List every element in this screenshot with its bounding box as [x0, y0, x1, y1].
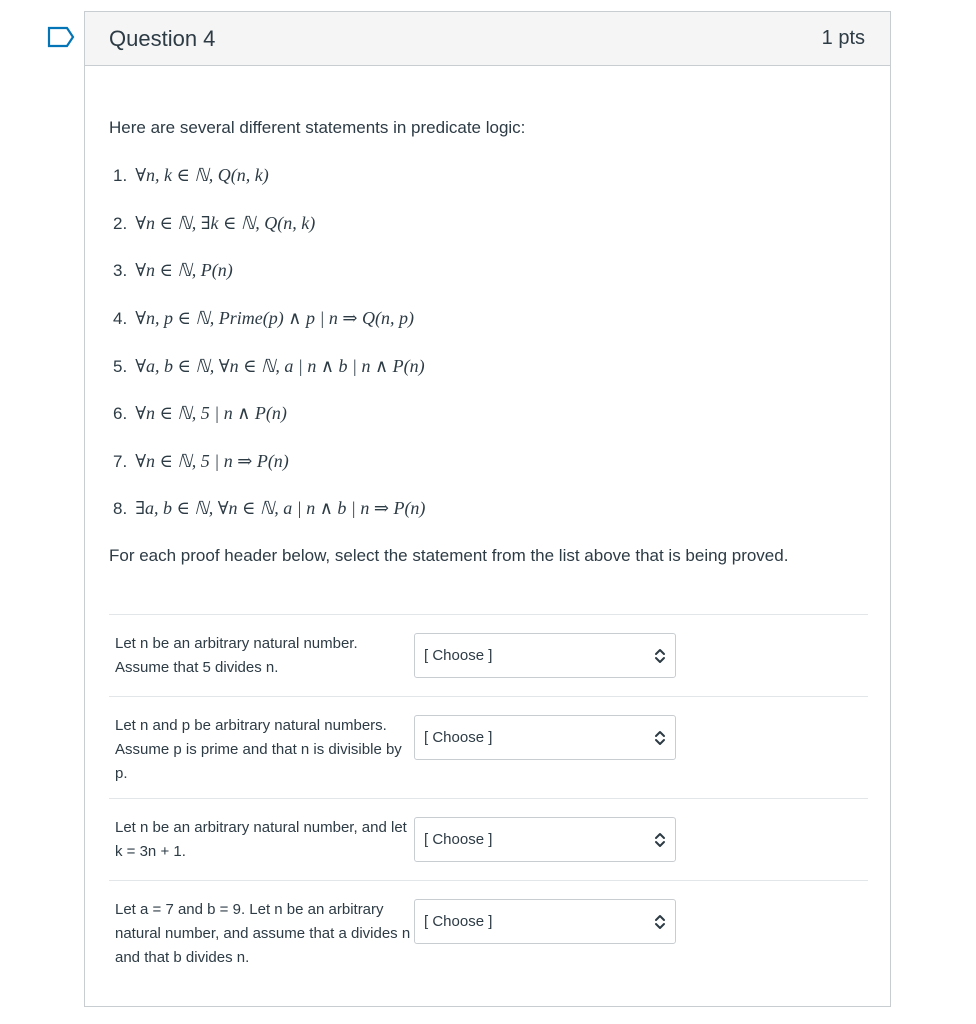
- up-down-chevron-icon: [654, 831, 666, 849]
- statement-text: ∀n ∈ ℕ, 5 | n ∧ P(n): [135, 403, 287, 423]
- matching-prompt: Let a = 7 and b = 9. Let n be an arbitrary natural number, and assume that a divides n and that b divides n.: [115, 901, 411, 966]
- statement-number: 4.: [113, 309, 128, 328]
- statement-item: [113, 498, 425, 519]
- up-down-chevron-icon: [654, 913, 666, 931]
- select-value: [ Choose ]: [424, 831, 493, 848]
- matching-row: [109, 798, 868, 880]
- statement-item: [113, 403, 287, 424]
- statement-text: ∀n, p ∈ ℕ, Prime(p) ∧ p | n ⇒ Q(n, p): [135, 308, 414, 328]
- answer-select[interactable]: [414, 633, 676, 678]
- statement-number: 1.: [113, 166, 128, 185]
- answer-select[interactable]: [414, 899, 676, 944]
- statement-number: 6.: [113, 404, 128, 423]
- statement-item: [113, 165, 269, 186]
- question-header: [85, 12, 890, 66]
- select-value: [ Choose ]: [424, 913, 493, 930]
- question-points: 1 pts: [821, 27, 865, 49]
- question-title: Question 4: [109, 25, 216, 51]
- matching-prompt: Let n and p be arbitrary natural numbers. Assume p is prime and that n is divisible by p.: [115, 717, 402, 782]
- statement-item: [113, 213, 315, 234]
- question-card: [84, 11, 891, 1007]
- matching-row: [109, 614, 868, 696]
- statement-number: 7.: [113, 452, 128, 471]
- statement-item: [113, 260, 233, 281]
- question-intro: Here are several different statements in predicate logic:: [109, 118, 526, 137]
- matching-list: [109, 614, 868, 990]
- statement-text: ∀n ∈ ℕ, P(n): [135, 260, 233, 280]
- statement-number: 8.: [113, 499, 128, 518]
- question-instruction: For each proof header below, select the statement from the list above that is being proved.: [109, 546, 789, 565]
- matching-row: [109, 696, 868, 798]
- answer-select[interactable]: [414, 715, 676, 760]
- statement-number: 5.: [113, 357, 128, 376]
- statement-text: ∀a, b ∈ ℕ, ∀n ∈ ℕ, a | n ∧ b | n ∧ P(n): [135, 356, 425, 376]
- statement-number: 2.: [113, 214, 128, 233]
- answer-select[interactable]: [414, 817, 676, 862]
- up-down-chevron-icon: [654, 729, 666, 747]
- matching-row: [109, 880, 868, 990]
- statement-number: 3.: [113, 261, 128, 280]
- statement-text: ∃a, b ∈ ℕ, ∀n ∈ ℕ, a | n ∧ b | n ⇒ P(n): [135, 498, 426, 518]
- statement-text: ∀n, k ∈ ℕ, Q(n, k): [135, 165, 269, 185]
- matching-prompt: Let n be an arbitrary natural number. Assume that 5 divides n.: [115, 635, 358, 676]
- select-value: [ Choose ]: [424, 729, 493, 746]
- up-down-chevron-icon: [654, 647, 666, 665]
- select-value: [ Choose ]: [424, 647, 493, 664]
- bookmark-flag-icon[interactable]: [47, 26, 75, 48]
- statement-item: [113, 308, 414, 329]
- statement-item: [113, 451, 289, 472]
- statement-item: [113, 356, 425, 377]
- statement-text: ∀n ∈ ℕ, ∃k ∈ ℕ, Q(n, k): [135, 213, 316, 233]
- matching-prompt: Let n be an arbitrary natural number, and let k = 3n + 1.: [115, 819, 407, 860]
- statement-text: ∀n ∈ ℕ, 5 | n ⇒ P(n): [135, 451, 289, 471]
